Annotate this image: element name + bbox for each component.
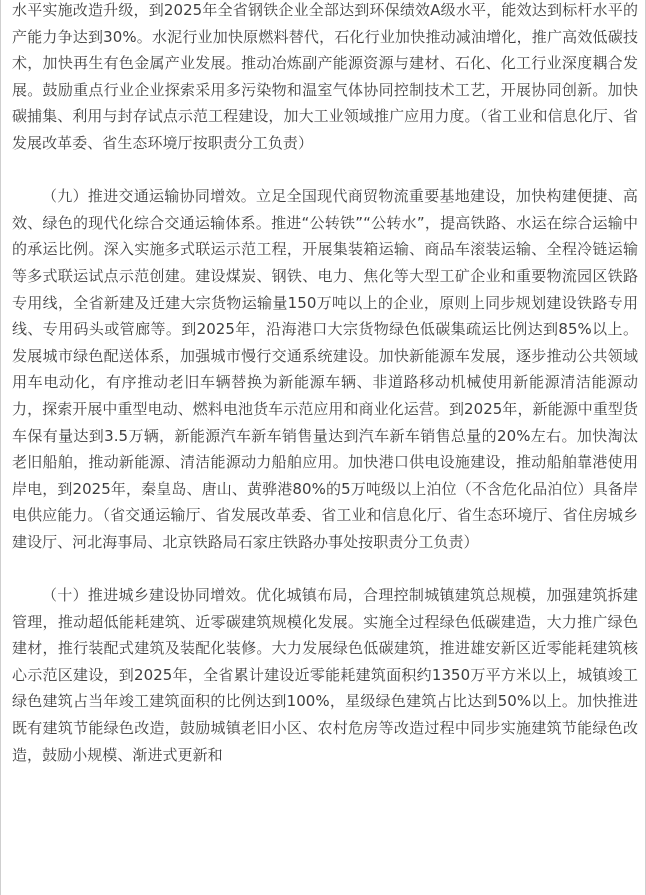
paragraph-2: （九）推进交通运输协同增效。立足全国现代商贸物流重要基地建设，加快构建便捷、高效、绿色的现代化综合交通运输体系。推进“公转铁”“公转水”，提高铁路、水运在综合运输中的承运比例。深入实施多式联运示范工程，开展集装箱运输、商品车滚装运输、全程冷链运输等多式联运试点示范创建。建设煤炭、钢铁、电力、焦化等大型工矿企业和重要物流园区铁路专用线，全省新建及迁建大宗货物运输量150万吨以上的企业，原则上同步规划建设铁路专用线、专用码头或管廊等。到2025年，沿海港口大宗货物绿色低碳集疏运比例达到85%以上。发展城市绿色配送体系，加强城市慢行交通系统建设。加快新能源车发展，逐步推动公共领域用车电动化，有序推动老旧车辆替换为新能源车辆、非道路移动机械使用新能源清洁能源动力，探索开展中重型电动、燃料电池货车示范应用和商业化运营。到2025年，新能源中重型货车保有量达到3.5万辆，新能源汽车新车销售量达到汽车新车销售总量的20%左右。加快淘汰老旧船舶，推动新能源、清洁能源动力船舶应用。加快港口供电设施建设，推动船舶靠港使用岸电，到2025年，秦皇岛、唐山、黄骅港80%的5万吨级以上泊位（不含危化品泊位）具备岸电供应能力。（省交通运输厅、省发展改革委、省工业和信息化厅、省生态环境厅、省住房城乡建设厅、河北海事局、北京铁路局石家庄铁路办事处按职责分工负责） bbox=[12, 187, 638, 551]
paragraph-spacer bbox=[12, 157, 638, 184]
paragraph-3: （十）推进城乡建设协同增效。优化城镇布局，合理控制城镇建筑总规模，加强建筑拆建管理，推动超低能耗建筑、近零碳建筑规模化发展。实施全过程绿色低碳建造，大力推广绿色建材，推行装配式建筑及装配化装修。大力发展绿色低碳建筑，推进雄安新区近零能耗建筑核心示范区建设，到2025年，全省累计建设近零能耗建筑面积约1350万平方米以上，城镇竣工绿色建筑占当年竣工建筑面积的比例达到100%，星级绿色建筑占比达到50%以上。加快推进既有建筑节能绿色改造，鼓励城镇老旧小区、农村危房等改造过程中同步实施建筑节能绿色改造，鼓励小规模、渐进式更新和 bbox=[12, 586, 638, 764]
paragraph-1: 水平实施改造升级，到2025年全省钢铁企业全部达到环保绩效A级水平，能效达到标杆水平的产能力争达到30%。水泥行业加快原燃料替代，石化行业加快推动减油增化，推广高效低碳技术，加快再生有色金属产业发展。推动冶炼副产能源资源与建材、石化、化工行业深度耦合发展。鼓励重点行业企业探索采用多污染物和温室气体协同控制技术工艺，开展协同创新。加快碳捕集、利用与封存试点示范工程建设，加大工业领域推广应用力度。（省工业和信息化厅、省发展改革委、省生态环境厅按职责分工负责） bbox=[12, 1, 638, 152]
paragraph-spacer bbox=[12, 555, 638, 582]
article-body bbox=[12, 0, 638, 768]
